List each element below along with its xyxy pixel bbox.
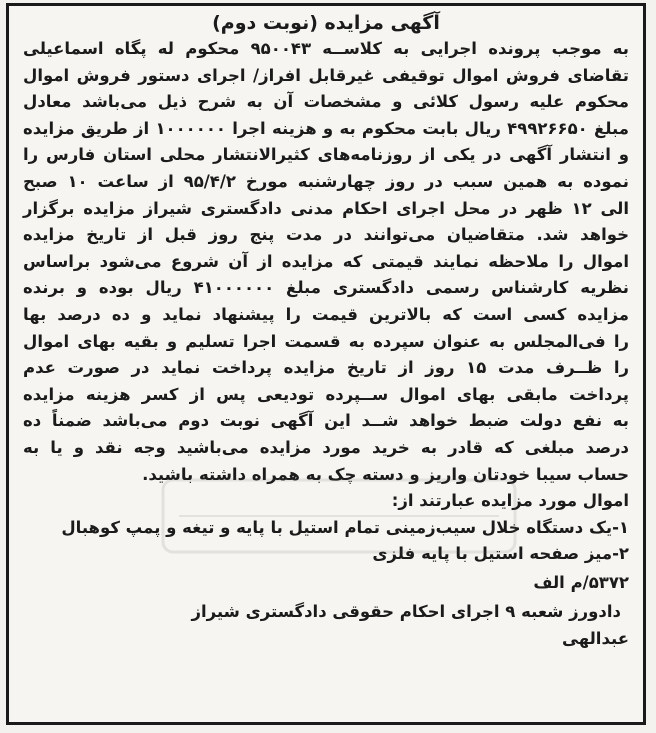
body-line: به موجب پرونده اجرایی به کلاســه ۹۵۰۰۴۳ محکوم له پگاه اسماعیلی <box>23 39 629 58</box>
body-line: پرداخت مابقی بهای اموال ســپرده تودیعی پس از کسر هزینه مزایده <box>23 384 629 404</box>
auction-item: ۱-یک دستگاه خلال سیب‌زمینی تمام استیل با پایه و تیغه و پمپ کوهبال <box>61 517 629 537</box>
body-line: نموده به همین سبب در روز چهارشنبه مورخ ۹۵/۴/۲ از ساعت ۱۰ صبح <box>23 171 629 191</box>
body-line: به نفع دولت ضبط خواهد شــد این آگهی نوبت دوم می‌باشد ضمناً ده <box>23 411 629 431</box>
body-line: نظریه کارشناس رسمی دادگستری مبلغ ۴۱۰۰۰۰۰۰ ریال بوده و برنده <box>23 278 629 298</box>
body-line: حساب سیبا خودتان واریز و دسته چک به همراه داشته باشید. <box>142 464 629 484</box>
body-line: تقاضای فروش اموال توقیفی غیرقابل افراز/ اجرای دستور فروش اموال <box>23 65 629 85</box>
body-line: را فی‌المجلس به عنوان سپرده به قسمت اجرا تسلیم و بقیه بهای اموال <box>23 331 629 351</box>
body-line: را ظــرف مدت ۱۵ روز از تاریخ مزایده پرداخت نماید در صورت عدم <box>23 358 630 378</box>
signature-block <box>23 598 629 652</box>
auction-item: ۲-میز صفحه استیل با پایه فلزی <box>372 544 629 564</box>
notice-body <box>23 36 629 488</box>
body-line: خواهد شد. متقاضیان می‌توانند در مدت پنج روز قبل از تاریخ مزایده <box>23 225 629 245</box>
auction-items-list <box>23 515 629 568</box>
signature-name: عبدالهی <box>562 628 629 648</box>
body-line: الی ۱۲ ظهر در محل اجرای احکام مدنی دادگستری شیراز مزایده برگزار <box>23 198 629 218</box>
signature-title: دادورز شعبه ۹ اجرای احکام حقوقی دادگستری شیراز <box>191 601 621 621</box>
body-line: مزایده کسی است که بالاترین قیمت را پیشنهاد نماید و ده درصد بها <box>23 304 629 324</box>
body-line: محکوم علیه رسول کلائی و مشخصات آن به شرح ذیل می‌باشد معادل <box>23 92 629 112</box>
notice-frame <box>6 3 646 725</box>
body-line: درصد مبلغی که قادر به خرید مورد مزایده می‌باشید وجه نقد و یا به <box>23 437 629 457</box>
notice-title: آگهی مزایده (نوبت دوم) <box>212 12 440 34</box>
items-heading: اموال مورد مزایده عبارتند از: <box>391 491 629 511</box>
body-line: مبلغ ۴۹۹۲۶۶۵۰ ریال بابت محکوم به و هزینه اجرا ۱۰۰۰۰۰۰ از طریق مزایده <box>23 118 629 138</box>
reference-number: ۵۳۷۲/م الف <box>533 572 629 592</box>
body-line: اموال را ملاحظه نمایند قیمتی که مزایده از آن شروع می‌شود براساس <box>23 251 629 271</box>
auction-notice <box>9 6 643 652</box>
body-line: و انتشار آگهی در یکی از روزنامه‌های کثیرالانتشار محلی استان فارس را <box>23 145 629 165</box>
